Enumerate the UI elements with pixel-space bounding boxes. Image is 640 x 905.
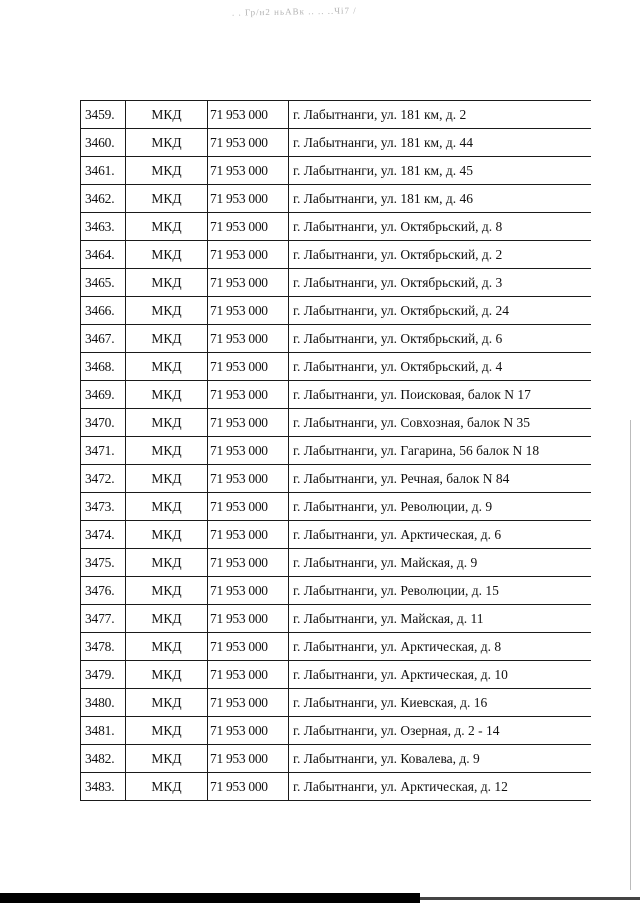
oktmo-code-cell: 71 953 000	[208, 661, 289, 689]
table-row	[81, 101, 592, 129]
table-row	[81, 437, 592, 465]
row-number-cell: 3461.	[81, 157, 126, 185]
table-row	[81, 353, 592, 381]
address-cell: г. Лабытнанги, ул. Арктическая, д. 10	[289, 661, 592, 689]
address-cell: г. Лабытнанги, ул. Озерная, д. 2 - 14	[289, 717, 592, 745]
oktmo-code-cell: 71 953 000	[208, 773, 289, 801]
address-cell: г. Лабытнанги, ул. 181 км, д. 46	[289, 185, 592, 213]
object-type-cell: МКД	[126, 465, 208, 493]
object-type-cell: МКД	[126, 101, 208, 129]
object-type-cell: МКД	[126, 689, 208, 717]
table-row	[81, 409, 592, 437]
object-type-cell: МКД	[126, 773, 208, 801]
row-number-cell: 3460.	[81, 129, 126, 157]
table-row	[81, 297, 592, 325]
table-row	[81, 633, 592, 661]
row-number-cell: 3481.	[81, 717, 126, 745]
table-row	[81, 493, 592, 521]
oktmo-code-cell: 71 953 000	[208, 213, 289, 241]
row-number-cell: 3459.	[81, 101, 126, 129]
object-type-cell: МКД	[126, 185, 208, 213]
oktmo-code-cell: 71 953 000	[208, 241, 289, 269]
object-type-cell: МКД	[126, 325, 208, 353]
table-row	[81, 773, 592, 801]
oktmo-code-cell: 71 953 000	[208, 577, 289, 605]
address-cell: г. Лабытнанги, ул. Речная, балок N 84	[289, 465, 592, 493]
row-number-cell: 3471.	[81, 437, 126, 465]
housing-register-table	[80, 100, 591, 801]
oktmo-code-cell: 71 953 000	[208, 689, 289, 717]
address-cell: г. Лабытнанги, ул. Ковалева, д. 9	[289, 745, 592, 773]
row-number-cell: 3474.	[81, 521, 126, 549]
oktmo-code-cell: 71 953 000	[208, 409, 289, 437]
row-number-cell: 3483.	[81, 773, 126, 801]
scan-bottom-bar	[0, 893, 420, 903]
address-cell: г. Лабытнанги, ул. Поисковая, балок N 17	[289, 381, 592, 409]
row-number-cell: 3475.	[81, 549, 126, 577]
address-cell: г. Лабытнанги, ул. 181 км, д. 45	[289, 157, 592, 185]
row-number-cell: 3464.	[81, 241, 126, 269]
address-cell: г. Лабытнанги, ул. Гагарина, 56 балок N 18	[289, 437, 592, 465]
table-row	[81, 185, 592, 213]
object-type-cell: МКД	[126, 213, 208, 241]
address-cell: г. Лабытнанги, ул. Революции, д. 15	[289, 577, 592, 605]
address-cell: г. Лабытнанги, ул. Майская, д. 11	[289, 605, 592, 633]
object-type-cell: МКД	[126, 297, 208, 325]
oktmo-code-cell: 71 953 000	[208, 493, 289, 521]
faint-stamp-text: . . Гр/н2 ньАВк .. .. ..Чі7 /	[231, 5, 357, 18]
table-row	[81, 381, 592, 409]
oktmo-code-cell: 71 953 000	[208, 185, 289, 213]
table-row	[81, 157, 592, 185]
object-type-cell: МКД	[126, 521, 208, 549]
address-cell: г. Лабытнанги, ул. Октябрьский, д. 6	[289, 325, 592, 353]
object-type-cell: МКД	[126, 381, 208, 409]
table-row	[81, 745, 592, 773]
address-cell: г. Лабытнанги, ул. Киевская, д. 16	[289, 689, 592, 717]
oktmo-code-cell: 71 953 000	[208, 381, 289, 409]
row-number-cell: 3480.	[81, 689, 126, 717]
table-row	[81, 577, 592, 605]
table-row	[81, 717, 592, 745]
object-type-cell: МКД	[126, 353, 208, 381]
object-type-cell: МКД	[126, 549, 208, 577]
object-type-cell: МКД	[126, 269, 208, 297]
oktmo-code-cell: 71 953 000	[208, 745, 289, 773]
address-cell: г. Лабытнанги, ул. Арктическая, д. 8	[289, 633, 592, 661]
oktmo-code-cell: 71 953 000	[208, 101, 289, 129]
table-row	[81, 549, 592, 577]
address-cell: г. Лабытнанги, ул. Октябрьский, д. 3	[289, 269, 592, 297]
oktmo-code-cell: 71 953 000	[208, 605, 289, 633]
row-number-cell: 3465.	[81, 269, 126, 297]
row-number-cell: 3479.	[81, 661, 126, 689]
address-cell: г. Лабытнанги, ул. Совхозная, балок N 35	[289, 409, 592, 437]
oktmo-code-cell: 71 953 000	[208, 465, 289, 493]
oktmo-code-cell: 71 953 000	[208, 717, 289, 745]
row-number-cell: 3470.	[81, 409, 126, 437]
scan-bottom-bar-tail	[420, 897, 640, 900]
scan-edge-line	[630, 420, 631, 890]
object-type-cell: МКД	[126, 409, 208, 437]
oktmo-code-cell: 71 953 000	[208, 633, 289, 661]
object-type-cell: МКД	[126, 157, 208, 185]
oktmo-code-cell: 71 953 000	[208, 521, 289, 549]
address-cell: г. Лабытнанги, ул. Октябрьский, д. 4	[289, 353, 592, 381]
table-body	[81, 101, 592, 801]
row-number-cell: 3482.	[81, 745, 126, 773]
row-number-cell: 3472.	[81, 465, 126, 493]
address-cell: г. Лабытнанги, ул. Революции, д. 9	[289, 493, 592, 521]
row-number-cell: 3477.	[81, 605, 126, 633]
oktmo-code-cell: 71 953 000	[208, 353, 289, 381]
oktmo-code-cell: 71 953 000	[208, 269, 289, 297]
object-type-cell: МКД	[126, 745, 208, 773]
oktmo-code-cell: 71 953 000	[208, 297, 289, 325]
oktmo-code-cell: 71 953 000	[208, 549, 289, 577]
address-cell: г. Лабытнанги, ул. Октябрьский, д. 2	[289, 241, 592, 269]
table-row	[81, 605, 592, 633]
object-type-cell: МКД	[126, 717, 208, 745]
object-type-cell: МКД	[126, 605, 208, 633]
table-row	[81, 241, 592, 269]
address-cell: г. Лабытнанги, ул. 181 км, д. 44	[289, 129, 592, 157]
oktmo-code-cell: 71 953 000	[208, 437, 289, 465]
object-type-cell: МКД	[126, 577, 208, 605]
object-type-cell: МКД	[126, 129, 208, 157]
object-type-cell: МКД	[126, 493, 208, 521]
table-row	[81, 465, 592, 493]
row-number-cell: 3478.	[81, 633, 126, 661]
row-number-cell: 3466.	[81, 297, 126, 325]
object-type-cell: МКД	[126, 633, 208, 661]
oktmo-code-cell: 71 953 000	[208, 129, 289, 157]
address-cell: г. Лабытнанги, ул. Октябрьский, д. 8	[289, 213, 592, 241]
table-row	[81, 661, 592, 689]
address-cell: г. Лабытнанги, ул. Майская, д. 9	[289, 549, 592, 577]
address-cell: г. Лабытнанги, ул. 181 км, д. 2	[289, 101, 592, 129]
table-row	[81, 521, 592, 549]
row-number-cell: 3469.	[81, 381, 126, 409]
object-type-cell: МКД	[126, 437, 208, 465]
row-number-cell: 3467.	[81, 325, 126, 353]
row-number-cell: 3473.	[81, 493, 126, 521]
oktmo-code-cell: 71 953 000	[208, 325, 289, 353]
oktmo-code-cell: 71 953 000	[208, 157, 289, 185]
row-number-cell: 3468.	[81, 353, 126, 381]
table-row	[81, 325, 592, 353]
address-cell: г. Лабытнанги, ул. Арктическая, д. 6	[289, 521, 592, 549]
table-row	[81, 689, 592, 717]
table-row	[81, 213, 592, 241]
object-type-cell: МКД	[126, 661, 208, 689]
row-number-cell: 3463.	[81, 213, 126, 241]
address-cell: г. Лабытнанги, ул. Октябрьский, д. 24	[289, 297, 592, 325]
row-number-cell: 3462.	[81, 185, 126, 213]
table-row	[81, 269, 592, 297]
row-number-cell: 3476.	[81, 577, 126, 605]
address-cell: г. Лабытнанги, ул. Арктическая, д. 12	[289, 773, 592, 801]
table-row	[81, 129, 592, 157]
object-type-cell: МКД	[126, 241, 208, 269]
